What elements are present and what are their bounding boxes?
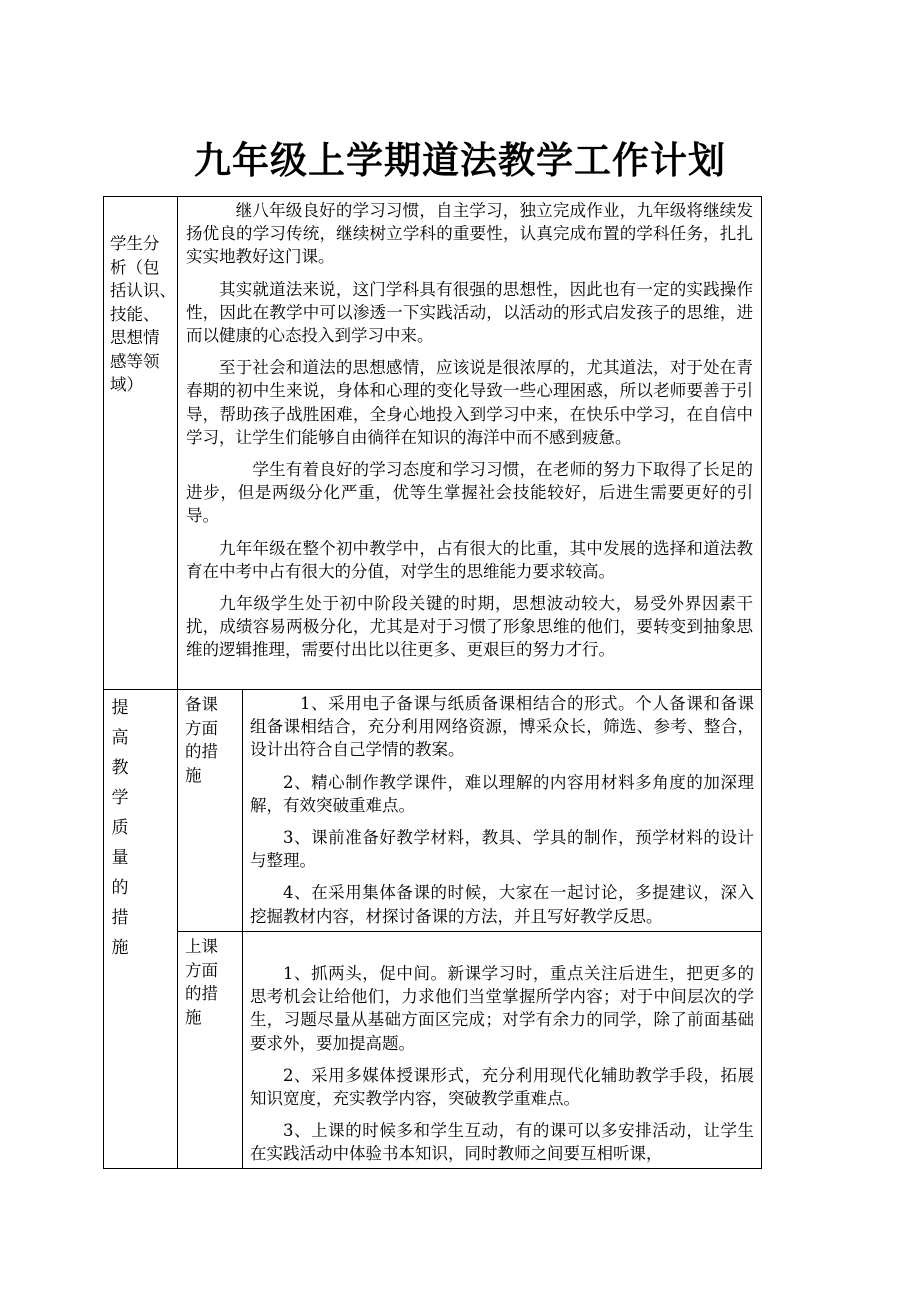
lesson-prep-content — [250, 692, 754, 937]
label-line: 的措 — [185, 984, 218, 1003]
label-char: 教 — [111, 758, 129, 778]
label-char: 施 — [111, 938, 129, 958]
student-analysis-label — [110, 232, 176, 397]
paragraph: 九年级学生处于初中阶段关键的时期，思想波动较大，易受外界因素干扰，成绩容易两极分化，尤其是对于习惯了形象思维的他们，要转变到抽象思维的逻辑推理，需要付出比以往更多、更艰巨的努力才行。 — [186, 594, 753, 660]
label-char: 质 — [111, 818, 129, 838]
label-line: 思想情 — [110, 328, 160, 347]
paragraph: 3、上课的时候多和学生互动，有的课可以多安排活动，让学生在实践活动中体验书本知识，同时教师之间要互相听课， — [250, 1121, 754, 1164]
paragraph: 1、采用电子备课与纸质备课相结合的形式。个人备课和备课组备课相结合，充分利用网络资源，博采众长，筛选、参考、整合，设计出符合自己学情的教案。 — [250, 694, 754, 760]
label-char: 学 — [111, 788, 129, 808]
divider — [177, 689, 178, 1169]
label-line: 的措 — [185, 742, 218, 761]
label-line: 技能、 — [110, 304, 160, 324]
divider — [177, 196, 178, 690]
paragraph: 至于社会和道法的思想感情，应该说是很浓厚的，尤其道法，对于处在青春期的初中生来说，身体和心理的变化导致一些心理困惑，所以老师要善于引导，帮助孩子战胜困难，全身心地投入到学习中来，在快乐中学习，在自信中学习，让学生们能够自由徜徉在知识的海洋中而不感到疲惫。 — [186, 358, 753, 447]
label-line: 析（包 — [110, 257, 160, 277]
paragraph: 九年年级在整个初中教学中，占有很大的比重，其中发展的选择和道法教育在中考中占有很大的分值，对学生的思维能力要求较高。 — [186, 538, 753, 581]
label-char: 高 — [111, 728, 129, 748]
label-line: 感等领 — [110, 351, 160, 371]
label-line: 上课 — [185, 937, 218, 956]
label-line: 域） — [110, 375, 143, 394]
paragraph: 4、在采用集体备课的时候，大家在一起讨论，多提建议，深入挖掘教材内容，材探讨备课的方法，并且写好教学反思。 — [250, 883, 754, 926]
student-analysis-content — [186, 199, 753, 671]
paragraph: 2、精心制作教学课件，难以理解的内容用材料多角度的加深理解，有效突破重难点。 — [250, 772, 754, 815]
divider — [242, 689, 243, 1169]
in-class-content — [250, 962, 754, 1175]
label-line: 学生分 — [110, 234, 160, 253]
paragraph: 1、抓两头，促中间。新课学习时，重点关注后进生，把更多的思考机会让给他们，力求他们当堂掌握所学内容；对于中间层次的学生，习题尽量从基础方面区完成；对学有余力的同学，除了前面基础要求外，要加提高题。 — [250, 964, 754, 1053]
label-line: 施 — [185, 765, 202, 785]
label-char: 的 — [111, 878, 129, 898]
paragraph: 2、采用多媒体授课形式，充分利用现代化辅助教学手段，拓展知识宽度，充实教学内容，突破教学重难点。 — [250, 1065, 754, 1109]
paragraph: 继八年级良好的学习习惯，自主学习，独立完成作业，九年级将继续发扬优良的学习传统，继续树立学科的重要性，认真完成布置的学科任务，扎扎实实地教好这门课。 — [186, 201, 753, 267]
label-line: 括认识、 — [110, 281, 176, 300]
label-line: 方面 — [185, 960, 218, 980]
paragraph: 其实就道法来说，这门学科具有很强的思想性，因此也有一定的实践操作性，因此在教学中可以渗透一下实践活动，以活动的形式启发孩子的思维，进而以健康的心态投入到学习中来。 — [186, 279, 753, 346]
label-line: 施 — [185, 1007, 202, 1027]
paragraph: 3、课前准备好教学材料，教具、学具的制作，预学材料的设计与整理。 — [250, 828, 754, 871]
paragraph: 学生有着良好的学习态度和学习习惯，在老师的努力下取得了长足的进步，但是两级分化严重，优等生掌握社会技能较好，后进生需要更好的引导。 — [186, 460, 753, 526]
label-char: 提 — [111, 698, 129, 718]
label-line: 方面 — [185, 718, 218, 738]
label-char: 量 — [111, 848, 129, 868]
page-title: 九年级上学期道法教学工作计划 — [194, 139, 726, 182]
label-char: 措 — [111, 908, 129, 928]
label-line: 备课 — [185, 695, 218, 714]
in-class-label — [185, 935, 240, 1029]
lesson-prep-label — [185, 693, 240, 787]
